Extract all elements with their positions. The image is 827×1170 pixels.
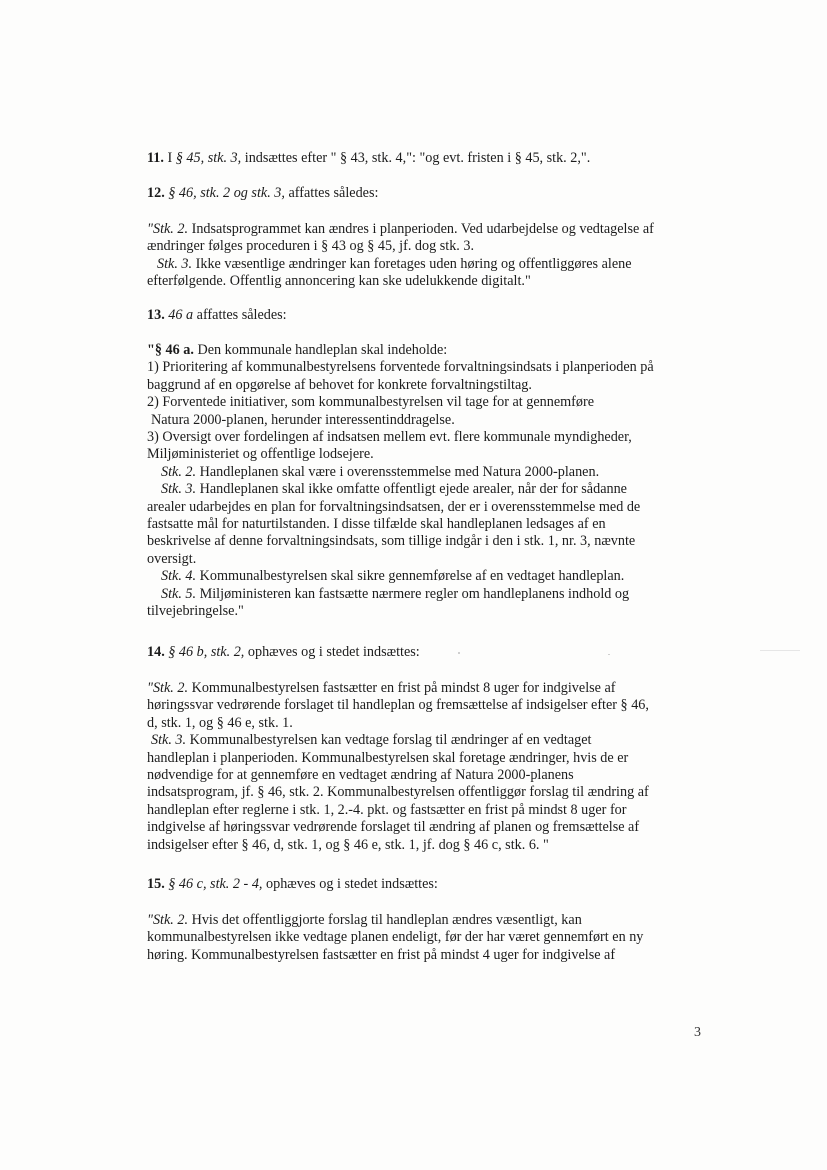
body-line: Ikke væsentlige ændringer kan foretages uden høring og offentliggøres alene — [195, 255, 632, 272]
body-line: indgivelse af høringssvar vedrørende forslaget til ændring af planen og fremsættelse af — [147, 819, 640, 836]
body-line: høring. Kommunalbestyrelsen fastsætter en frist på mindst 4 uger for indgivelse af — [147, 946, 616, 963]
body-line: høringssvar vedrørende forslaget til handleplan og fremsættelse af indsigelser efter § 46, — [147, 697, 649, 714]
item-text: affattes således: — [288, 185, 379, 201]
scan-speck — [458, 652, 460, 654]
stk-label: Stk. 3. — [151, 732, 187, 749]
item-text: affattes således: — [196, 307, 287, 323]
item-number: 11. — [147, 150, 164, 166]
body-line: efterfølgende. Offentlig annoncering kan ske udelukkende digitalt." — [147, 273, 531, 290]
body-line: 2) Forventede initiativer, som kommunalbestyrelsen vil tage for at gennemføre — [147, 394, 594, 411]
stk-label: Stk. 2. — [152, 221, 189, 237]
body-line: Den kommunale handleplan skal indeholde: — [197, 342, 448, 358]
body-line: Miljøministeriet og offentlige lodsejere. — [147, 446, 374, 463]
body-line: ændringer følges proceduren i § 43 og § 45, jf. dog stk. 3. — [147, 238, 475, 255]
item-number: 13. — [147, 307, 165, 323]
item-number: 14. — [147, 644, 165, 660]
item-12-heading — [145, 185, 717, 202]
paragraph-reference: § 46 c, stk. 2 - 4, — [168, 876, 263, 892]
body-line: Miljøministeren kan fastsætte nærmere regler om handleplanens indhold og — [199, 585, 630, 602]
page-number: 3 — [694, 1025, 701, 1040]
body-line: Natura 2000-planen, herunder interessentinddragelse. — [151, 411, 455, 428]
item-15-body — [145, 912, 717, 964]
item-13-body — [145, 342, 717, 621]
item-number: 15. — [147, 876, 165, 892]
scan-speck — [608, 654, 610, 655]
stk-label: Stk. 4. — [161, 568, 197, 585]
scan-speck — [760, 650, 800, 651]
item-13-heading — [145, 307, 717, 324]
body-line: Kommunalbestyrelsen fastsætter en frist på mindst 8 uger for indgivelse af — [191, 680, 616, 696]
stk-label: Stk. 5. — [161, 585, 197, 602]
body-line: baggrund af en opgørelse af behovet for konkrete forvaltningstiltag. — [147, 376, 532, 393]
item-text: ophæves og i stedet indsættes: — [266, 876, 438, 892]
body-line: Kommunalbestyrelsen skal sikre gennemførelse af en vedtaget handleplan. — [199, 568, 625, 585]
item-12-body — [145, 221, 717, 291]
item-text: indsættes efter " § 43, stk. 4,": "og evt. fristen i § 45, stk. 2,". — [244, 150, 591, 166]
body-line: Indsatsprogrammet kan ændres i planperioden. Ved udarbejdelse og vedtagelse af — [191, 221, 654, 237]
stk-label: Stk. 2. — [161, 463, 197, 480]
body-line: oversigt. — [147, 550, 197, 567]
item-text: ophæves og i stedet indsættes: — [247, 644, 420, 660]
stk-label: Stk. 3. — [161, 481, 197, 498]
body-line: Kommunalbestyrelsen kan vedtage forslag til ændringer af en vedtaget — [189, 732, 592, 749]
stk-label: "Stk. 2. — [147, 680, 189, 696]
body-line: nødvendige for at gennemføre en vedtaget ændring af Natura 2000-planens — [147, 767, 574, 784]
body-line: arealer udarbejdes en plan for forvaltningsindsatsen, der er i overensstemmelse med de — [147, 498, 641, 515]
body-line: Hvis det offentliggjorte forslag til handleplan ændres væsentligt, kan — [191, 912, 582, 928]
body-line: fastsatte mål for naturtilstanden. I disse tilfælde skal handleplanen ledsages af en — [147, 516, 606, 533]
body-line: 3) Oversigt over fordelingen af indsatsen mellem evt. flere kommunale myndigheder, — [147, 429, 632, 446]
body-line: handleplan efter reglerne i stk. 1, 2.-4. pkt. og fastsætter en frist på mindst 8 uger for — [147, 801, 627, 818]
section-heading: "§ 46 a. — [147, 342, 194, 358]
item-11-line — [145, 150, 717, 167]
item-number: 12. — [147, 185, 165, 201]
paragraph-reference: § 46 b, stk. 2, — [168, 644, 245, 660]
body-line: handleplan i planperioden. Kommunalbestyrelsen skal foretage ændringer, hvis de er — [147, 749, 629, 766]
body-line: indsatsprogram, jf. § 46, stk. 2. Kommunalbestyrelsen offentliggør forslag til ændring af — [147, 784, 649, 801]
body-line: Handleplanen skal være i overensstemmelse med Natura 2000-planen. — [199, 463, 600, 480]
body-line: d, stk. 1, og § 46 e, stk. 1. — [147, 714, 293, 731]
paragraph-reference: § 45, stk. 3, — [175, 150, 242, 166]
paragraph-reference: 46 a — [168, 307, 194, 323]
paragraph-reference: § 46, stk. 2 og stk. 3, — [168, 185, 285, 201]
body-line: beskrivelse af denne forvaltningsindsats, som tillige indgår i den i stk. 1, nr. 3, nævnte — [147, 533, 636, 550]
item-14-heading — [145, 644, 717, 661]
body-line: tilvejebringelse." — [147, 603, 244, 620]
body-line: Handleplanen skal ikke omfatte offentligt ejede arealer, når der for sådanne — [199, 481, 627, 498]
quote-mark: " — [147, 221, 153, 237]
item-14-body — [145, 680, 717, 854]
body-line: kommunalbestyrelsen ikke vedtage planen endeligt, før der har været gennemført en ny — [147, 929, 644, 946]
stk-label: "Stk. 2. — [147, 912, 189, 928]
body-line: 1) Prioritering af kommunalbestyrelsens forventede forvaltningsindsats i planperioden på — [147, 359, 654, 376]
item-11 — [145, 150, 717, 167]
body-line: indsigelser efter § 46, d, stk. 1, og § 46 e, stk. 1, jf. dog § 46 c, stk. 6. " — [147, 836, 549, 853]
item-text: I — [167, 150, 173, 166]
item-15-heading — [145, 876, 717, 893]
stk-label: Stk. 3. — [157, 255, 193, 272]
